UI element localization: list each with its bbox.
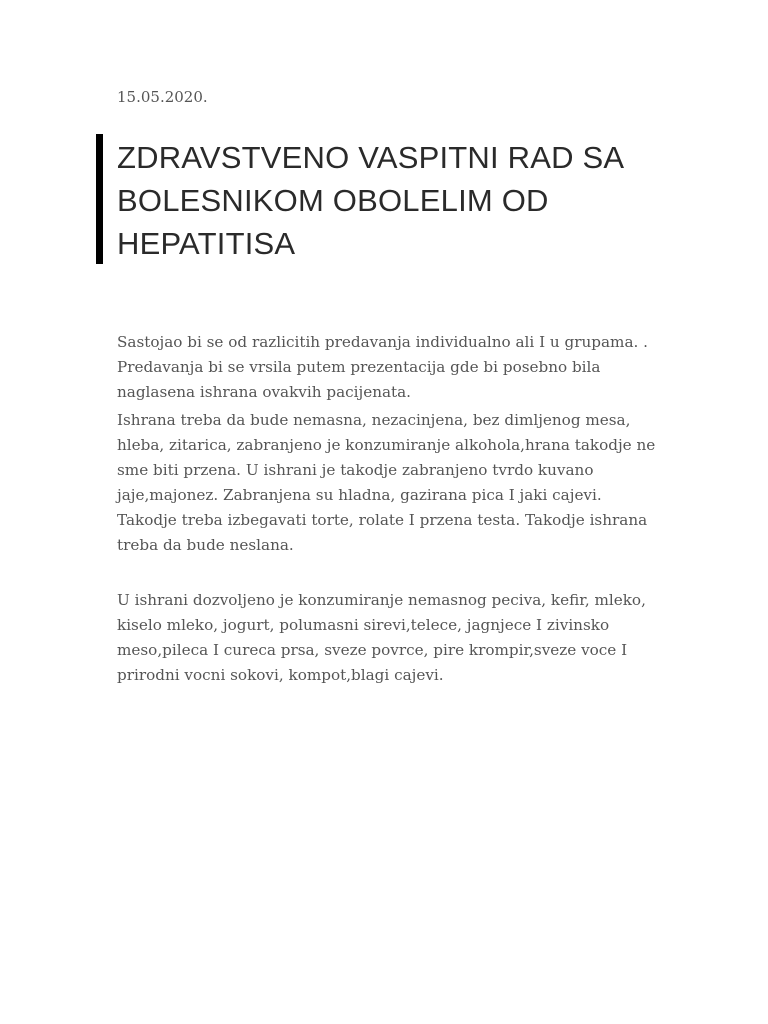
title-block: [96, 134, 676, 264]
paragraph-forbidden-foods: Ishrana treba da bude nemasna, nezacinjena, bez dimljenog mesa, hleba, zitarica, zabranjeno je konzumiranje alkohola,hrana takodje ne sme biti przena. U ishrani je takodje zabranjeno tvrdo kuvano jaje,majonez. Zabranjena su hladna, gazirana pica I jaki cajevi. Takodje treba izbegavati torte, rolate I przena testa. Takodje ishrana treba da bude neslana.: [117, 411, 656, 554]
document-title: ZDRAVSTVENO VASPITNI RAD SA BOLESNIKOM OBOLELIM OD HEPATITISA: [117, 140, 623, 261]
document-body: [117, 330, 662, 691]
document-date: 15.05.2020.: [117, 88, 208, 106]
paragraph-intro: Sastojao bi se od razlicitih predavanja individualno ali I u grupama. . Predavanja bi se vrsila putem prezentacija gde bi posebno bila naglasena ishrana ovakvih pacijenata.: [117, 333, 648, 401]
title-accent-bar: [96, 134, 103, 264]
paragraph-allowed-foods: U ishrani dozvoljeno je konzumiranje nemasnog peciva, kefir, mleko, kiselo mleko, jogurt, polumasni sirevi,telece, jagnjece I zivinsko meso,pileca I cureca prsa, sveze povrce, pire krompir,sveze voce I prirodni vocni sokovi, kompot,blagi cajevi.: [117, 591, 646, 684]
